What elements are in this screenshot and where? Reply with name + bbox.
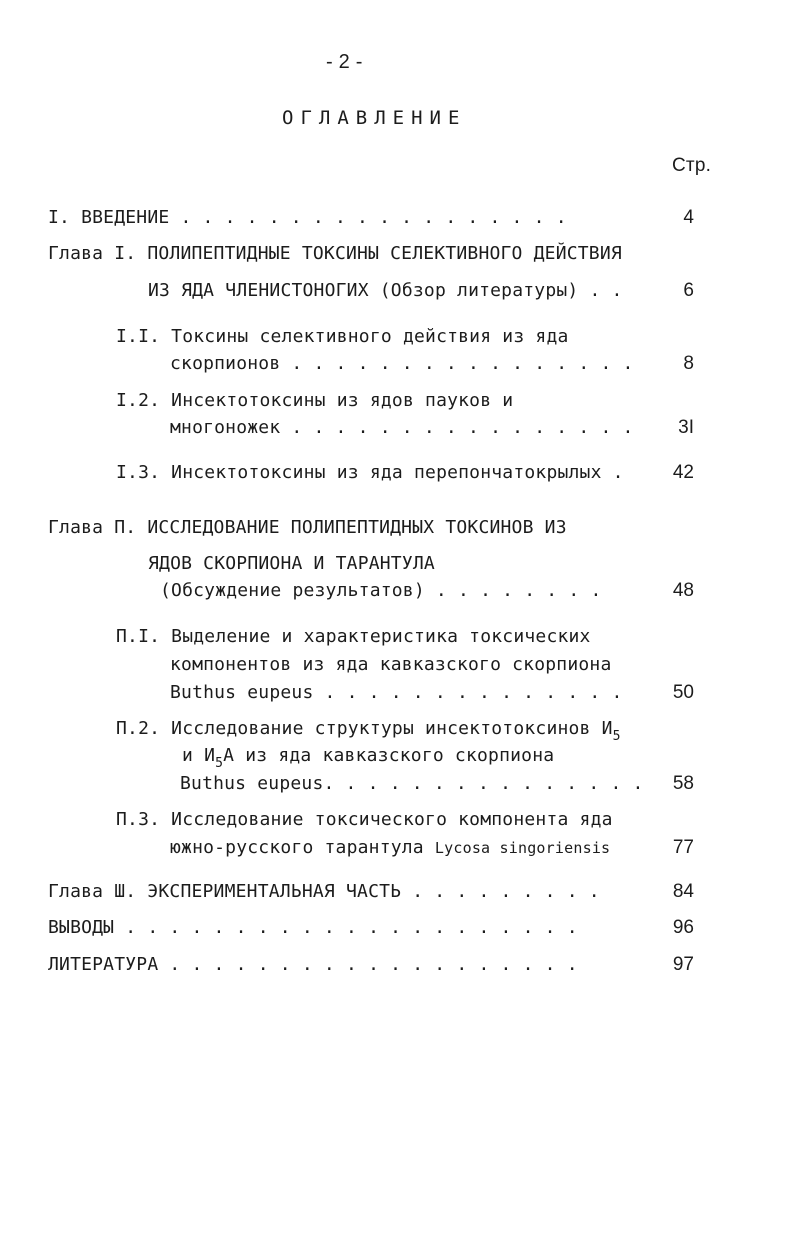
toc-page-number: 4 [683, 207, 694, 228]
toc-page-number: 3I [678, 417, 694, 438]
toc-page-number: 8 [683, 353, 694, 374]
toc-page-number: 6 [683, 280, 694, 301]
page-column-label: Стр. [672, 155, 712, 176]
toc-entry-chapter-2[interactable]: Глава П. ИССЛЕДОВАНИЕ ПОЛИПЕПТИДНЫХ ТОКСИНОВ ИЗ [48, 517, 567, 538]
toc-page-number: 50 [672, 682, 694, 703]
toc-entry-chapter-2-subtitle[interactable]: (Обсуждение результатов) . . . . . . . . [160, 580, 602, 601]
toc-entry-section-1-2[interactable]: I.2. Инсектотоксины из ядов пауков и [116, 390, 514, 411]
toc-entry-section-1-2-cont[interactable]: многоножек . . . . . . . . . . . . . . . . [170, 417, 634, 438]
toc-entry-references[interactable]: ЛИТЕРАТУРА . . . . . . . . . . . . . . . . . . . [48, 954, 578, 975]
toc-entry-section-1-1-cont[interactable]: скорпионов . . . . . . . . . . . . . . . . [170, 353, 634, 374]
toc-entry-section-2-1-cont[interactable]: компонентов из яда кавказского скорпиона [170, 654, 612, 675]
subscript: 5 [215, 756, 224, 771]
page-title: ОГЛАВЛЕНИЕ [282, 107, 467, 129]
subscript: 5 [612, 729, 621, 744]
toc-page-number: 97 [672, 954, 694, 975]
toc-entry-text: П.2. Исследование структуры инсектотоксинов И [116, 718, 613, 739]
toc-entry-section-1-3[interactable]: I.3. Инсектотоксины из яда перепончатокрылых . [116, 462, 624, 483]
toc-entry-chapter-3[interactable]: Глава Ш. ЭКСПЕРИМЕНТАЛЬНАЯ ЧАСТЬ . . . . . . . . . [48, 881, 600, 902]
toc-entry-section-2-3[interactable]: П.3. Исследование токсического компонента яда [116, 809, 613, 830]
toc-entry-section-2-1-species[interactable]: Buthus eupeus . . . . . . . . . . . . . . [170, 682, 623, 703]
toc-entry-chapter-2-cont[interactable]: ЯДОВ СКОРПИОНА И ТАРАНТУЛА [148, 553, 435, 574]
page-number: - 2 - [326, 51, 363, 73]
species-name: Lycosa singoriensis [434, 839, 611, 857]
toc-entry-text: южно-русского тарантула [170, 837, 435, 858]
toc-entry-chapter-1[interactable]: Глава I. ПОЛИПЕПТИДНЫЕ ТОКСИНЫ СЕЛЕКТИВНОГО ДЕЙСТВИЯ [48, 243, 622, 264]
toc-page-number: 58 [672, 773, 694, 794]
toc-page-number: 84 [672, 881, 694, 902]
toc-entry-section-1-1[interactable]: I.I. Токсины селективного действия из яда [116, 326, 569, 347]
toc-entry-section-2-2[interactable] [116, 718, 621, 742]
toc-entry-text: и И [182, 745, 216, 766]
toc-entry-section-2-2-species[interactable]: Buthus eupeus. . . . . . . . . . . . . . . [180, 773, 644, 794]
toc-entry-section-2-1[interactable]: П.I. Выделение и характеристика токсических [116, 626, 591, 647]
toc-page-number: 42 [672, 462, 694, 483]
toc-entry-conclusions[interactable]: ВЫВОДЫ . . . . . . . . . . . . . . . . . . . . . [48, 917, 578, 938]
toc-entry-section-2-2-cont[interactable] [182, 745, 554, 769]
toc-page-number: 77 [672, 837, 694, 858]
toc-entry-section-2-3-cont[interactable] [170, 837, 610, 859]
toc-entry-introduction[interactable]: I. ВВЕДЕНИЕ . . . . . . . . . . . . . . . . . . [48, 207, 567, 228]
toc-entry-chapter-1-cont[interactable]: ИЗ ЯДА ЧЛЕНИСТОНОГИХ (Обзор литературы) . . [148, 280, 623, 301]
toc-entry-text: А из яда кавказского скорпиона [223, 745, 555, 766]
toc-page-number: 96 [672, 917, 694, 938]
toc-page-number: 48 [672, 580, 694, 601]
